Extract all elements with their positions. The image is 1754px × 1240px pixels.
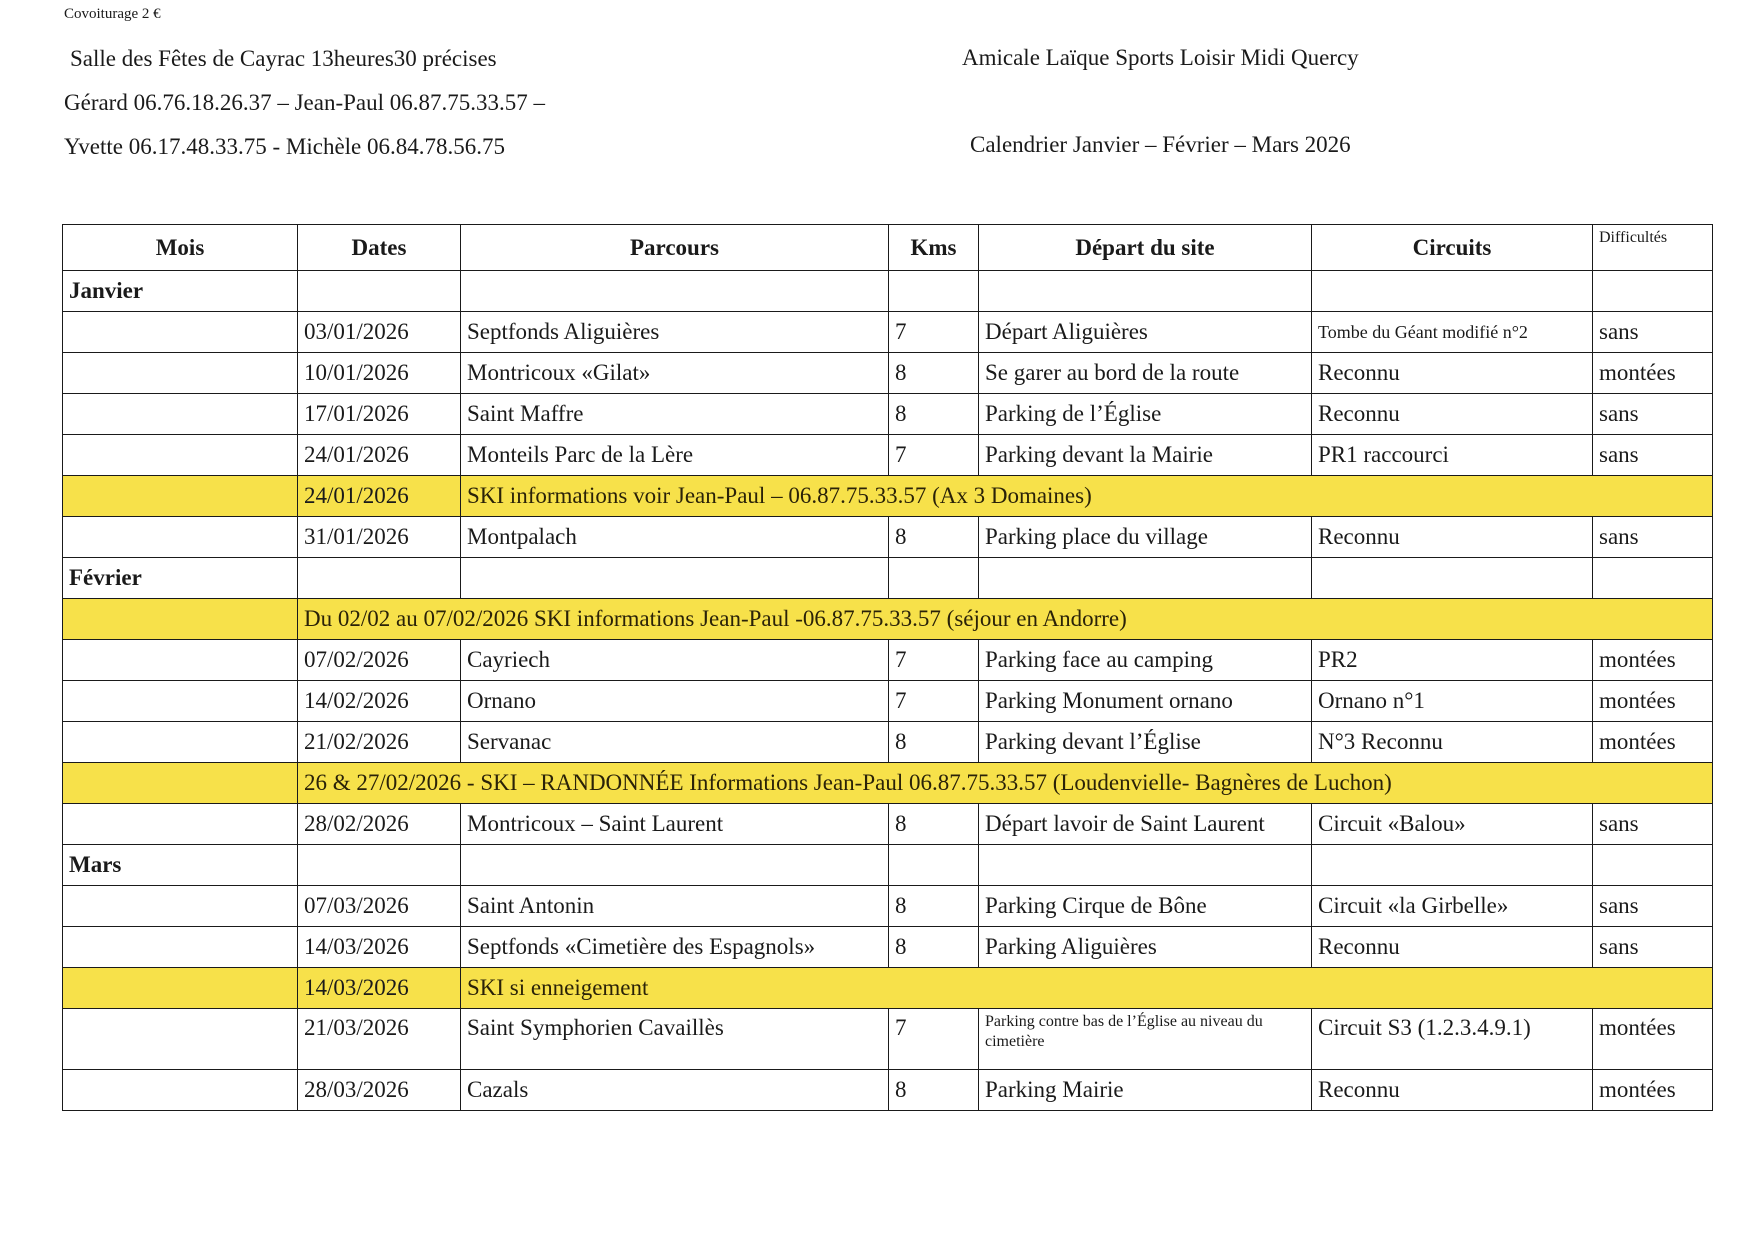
month-label: Janvier — [63, 271, 298, 312]
cell-depart: Parking Monument ornano — [979, 681, 1312, 722]
cell-circuit: Reconnu — [1312, 353, 1593, 394]
cell-parcours: Montricoux – Saint Laurent — [461, 804, 889, 845]
cell-depart: Parking Aliguières — [979, 927, 1312, 968]
cell-parcours: Cazals — [461, 1070, 889, 1111]
cell-circuit: Reconnu — [1312, 394, 1593, 435]
cell-kms: 8 — [889, 886, 979, 927]
cell-difficulte: montées — [1593, 640, 1713, 681]
cell-date: 24/01/2026 — [298, 435, 461, 476]
contacts-line-2: Yvette 06.17.48.33.75 - Michèle 06.84.78.56.75 — [64, 134, 506, 159]
cell-parcours: Monteils Parc de la Lère — [461, 435, 889, 476]
cell-date: 14/03/2026 — [298, 968, 461, 1009]
month-row-mars — [63, 845, 1713, 886]
cell-difficulte: sans — [1593, 312, 1713, 353]
cell-difficulte: sans — [1593, 435, 1713, 476]
table-row — [63, 1070, 1713, 1111]
table-row — [63, 1009, 1713, 1070]
cell-difficulte: montées — [1593, 1070, 1713, 1111]
cell-circuit: N°3 Reconnu — [1312, 722, 1593, 763]
table-row — [63, 886, 1713, 927]
cell-date: 28/03/2026 — [298, 1070, 461, 1111]
col-dates: Dates — [298, 225, 461, 271]
table-row — [63, 927, 1713, 968]
cell-depart: Parking Mairie — [979, 1070, 1312, 1111]
col-parcours: Parcours — [461, 225, 889, 271]
cell-kms: 7 — [889, 312, 979, 353]
month-row-fevrier — [63, 558, 1713, 599]
cell-parcours: Septfonds «Cimetière des Espagnols» — [461, 927, 889, 968]
table-row — [63, 517, 1713, 558]
col-difficultes: Difficultés — [1593, 225, 1713, 271]
col-mois: Mois — [63, 225, 298, 271]
cell-date: 10/01/2026 — [298, 353, 461, 394]
col-depart: Départ du site — [979, 225, 1312, 271]
cell-circuit: Circuit S3 (1.2.3.4.9.1) — [1312, 1009, 1593, 1070]
cell-circuit: Tombe du Géant modifié n°2 — [1312, 312, 1593, 353]
cell-difficulte: montées — [1593, 1009, 1713, 1070]
calendar-title: Calendrier Janvier – Février – Mars 2026 — [970, 132, 1351, 157]
cell-kms: 8 — [889, 1070, 979, 1111]
cell-circuit: Reconnu — [1312, 1070, 1593, 1111]
cell-date: 03/01/2026 — [298, 312, 461, 353]
cell-kms: 8 — [889, 804, 979, 845]
cell-kms: 7 — [889, 435, 979, 476]
cell-depart: Se garer au bord de la route — [979, 353, 1312, 394]
month-label: Février — [63, 558, 298, 599]
cell-kms: 8 — [889, 927, 979, 968]
cell-parcours: Servanac — [461, 722, 889, 763]
venue-text: Salle des Fêtes de Cayrac 13heures30 précises — [70, 46, 497, 71]
cell-kms: 7 — [889, 640, 979, 681]
cell-date: 31/01/2026 — [298, 517, 461, 558]
cell-parcours: Ornano — [461, 681, 889, 722]
cell-difficulte: montées — [1593, 353, 1713, 394]
table-row — [63, 722, 1713, 763]
table-row — [63, 435, 1713, 476]
cell-difficulte: sans — [1593, 394, 1713, 435]
cell-parcours: Montricoux «Gilat» — [461, 353, 889, 394]
cell-parcours: Montpalach — [461, 517, 889, 558]
highlight-text: SKI si enneigement — [461, 968, 1713, 1009]
col-circuits: Circuits — [1312, 225, 1593, 271]
cell-difficulte: sans — [1593, 886, 1713, 927]
cell-parcours: Saint Maffre — [461, 394, 889, 435]
cell-difficulte: montées — [1593, 681, 1713, 722]
cell-kms: 8 — [889, 517, 979, 558]
association-name: Amicale Laïque Sports Loisir Midi Quercy — [962, 45, 1359, 70]
ski-highlight-row — [63, 968, 1713, 1009]
covoiturage-note: Covoiturage 2 € — [64, 6, 161, 22]
calendar-table — [62, 224, 1713, 1111]
cell-kms: 7 — [889, 1009, 979, 1070]
cell-date: 21/03/2026 — [298, 1009, 461, 1070]
table-header-row — [63, 225, 1713, 271]
ski-highlight-row — [63, 599, 1713, 640]
cell-circuit: Circuit «la Girbelle» — [1312, 886, 1593, 927]
table-row — [63, 353, 1713, 394]
highlight-text: Du 02/02 au 07/02/2026 SKI informations Jean-Paul -06.87.75.33.57 (séjour en Andorre) — [298, 599, 1713, 640]
contacts-line-1: Gérard 06.76.18.26.37 – Jean-Paul 06.87.75.33.57 – — [64, 90, 546, 115]
highlight-text: SKI informations voir Jean-Paul – 06.87.75.33.57 (Ax 3 Domaines) — [461, 476, 1713, 517]
cell-date: 28/02/2026 — [298, 804, 461, 845]
cell-date: 14/03/2026 — [298, 927, 461, 968]
cell-difficulte: sans — [1593, 927, 1713, 968]
ski-highlight-row — [63, 763, 1713, 804]
table-row — [63, 312, 1713, 353]
cell-parcours: Cayriech — [461, 640, 889, 681]
cell-date: 14/02/2026 — [298, 681, 461, 722]
cell-circuit: Ornano n°1 — [1312, 681, 1593, 722]
cell-date: 07/02/2026 — [298, 640, 461, 681]
col-kms: Kms — [889, 225, 979, 271]
cell-date: 24/01/2026 — [298, 476, 461, 517]
cell-depart: Parking devant la Mairie — [979, 435, 1312, 476]
cell-depart: Parking devant l’Église — [979, 722, 1312, 763]
cell-date: 07/03/2026 — [298, 886, 461, 927]
month-label: Mars — [63, 845, 298, 886]
cell-date: 21/02/2026 — [298, 722, 461, 763]
cell-circuit: PR1 raccourci — [1312, 435, 1593, 476]
cell-date: 17/01/2026 — [298, 394, 461, 435]
cell-kms: 8 — [889, 353, 979, 394]
cell-circuit: Circuit «Balou» — [1312, 804, 1593, 845]
table-row — [63, 681, 1713, 722]
cell-difficulte: sans — [1593, 804, 1713, 845]
cell-circuit: Reconnu — [1312, 927, 1593, 968]
cell-depart: Départ Aliguières — [979, 312, 1312, 353]
cell-parcours: Saint Antonin — [461, 886, 889, 927]
table-row — [63, 394, 1713, 435]
ski-highlight-row — [63, 476, 1713, 517]
cell-circuit: PR2 — [1312, 640, 1593, 681]
cell-circuit: Reconnu — [1312, 517, 1593, 558]
cell-depart: Parking Cirque de Bône — [979, 886, 1312, 927]
highlight-text: 26 & 27/02/2026 - SKI – RANDONNÉE Informations Jean-Paul 06.87.75.33.57 (Loudenvielle- Bagnères de Luchon) — [298, 763, 1713, 804]
cell-depart: Parking de l’Église — [979, 394, 1312, 435]
cell-kms: 8 — [889, 394, 979, 435]
cell-depart: Parking face au camping — [979, 640, 1312, 681]
table-row — [63, 804, 1713, 845]
table-row — [63, 640, 1713, 681]
cell-depart: Parking contre bas de l’Église au niveau du cimetière — [979, 1009, 1312, 1070]
cell-parcours: Saint Symphorien Cavaillès — [461, 1009, 889, 1070]
cell-depart: Départ lavoir de Saint Laurent — [979, 804, 1312, 845]
cell-kms: 8 — [889, 722, 979, 763]
cell-depart: Parking place du village — [979, 517, 1312, 558]
cell-kms: 7 — [889, 681, 979, 722]
cell-difficulte: sans — [1593, 517, 1713, 558]
cell-parcours: Septfonds Aliguières — [461, 312, 889, 353]
month-row-janvier — [63, 271, 1713, 312]
cell-difficulte: montées — [1593, 722, 1713, 763]
